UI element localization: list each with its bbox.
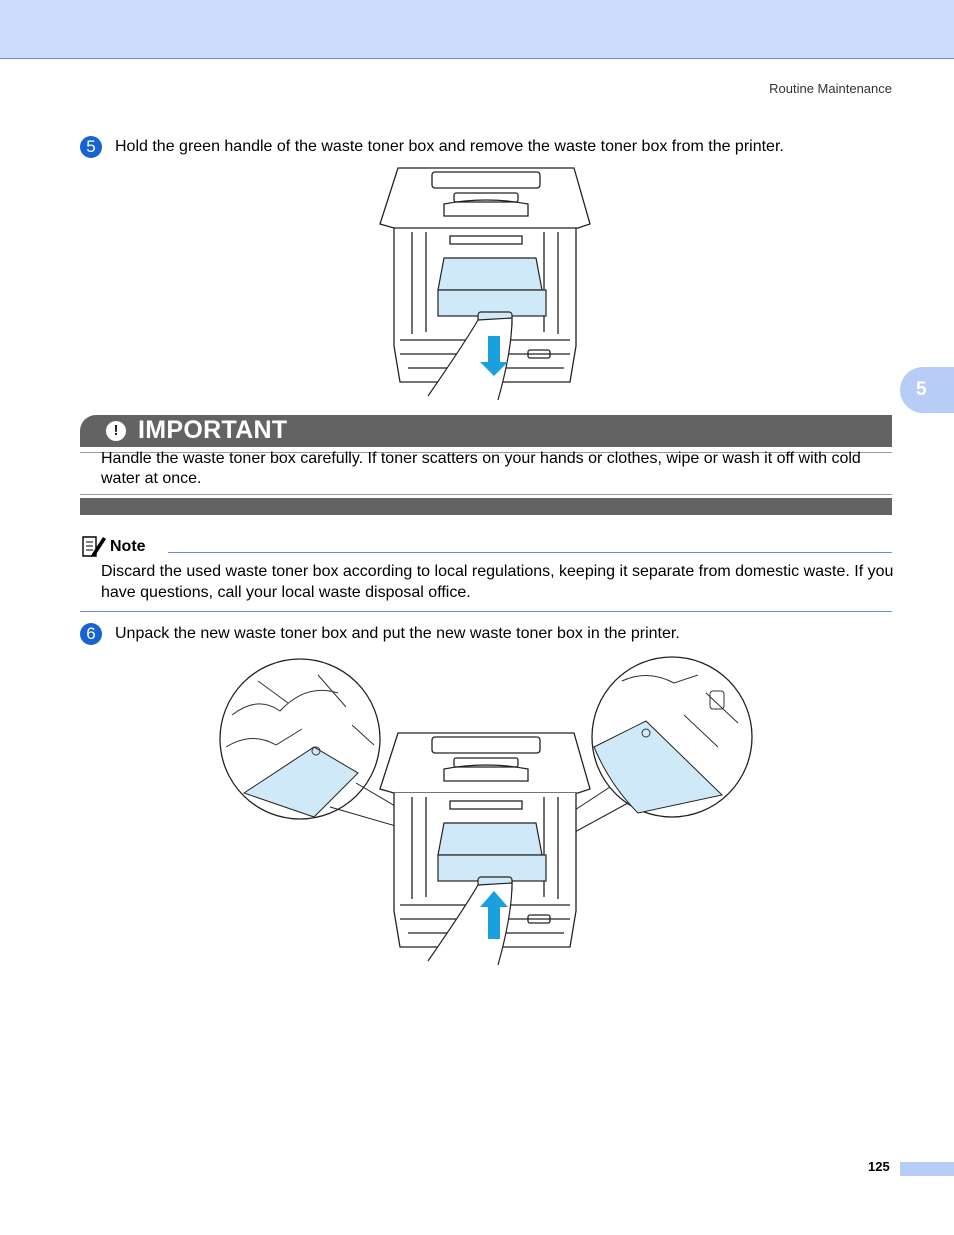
note-text: Discard the used waste toner box according to local regulations, keeping it separate from domestic waste. If you have questions, call your local waste disposal office. bbox=[101, 563, 894, 601]
page-tab bbox=[900, 1162, 954, 1176]
step-text: Unpack the new waste toner box and put the new waste toner box in the printer. bbox=[115, 625, 680, 642]
note-title: Note bbox=[110, 538, 146, 555]
step-number-badge: 5 bbox=[80, 136, 102, 158]
step-6 bbox=[80, 623, 680, 645]
chapter-tab[interactable]: 5 bbox=[900, 367, 954, 413]
note-rule bbox=[168, 552, 892, 553]
header-band bbox=[0, 0, 954, 59]
step-text: Hold the green handle of the waste toner box and remove the waste toner box from the printer. bbox=[115, 138, 784, 155]
step-5 bbox=[80, 136, 784, 158]
note-rule-bottom bbox=[80, 611, 892, 612]
divider bbox=[80, 494, 892, 495]
right-detail-callout bbox=[552, 657, 752, 839]
important-text: Handle the waste toner box carefully. If toner scatters on your hands or clothes, wipe or wash it off with cold water at once. bbox=[101, 450, 861, 487]
waste-toner-box bbox=[438, 258, 546, 328]
important-header bbox=[80, 415, 892, 447]
page-number: 125 bbox=[868, 1159, 890, 1174]
printer-install-figure bbox=[218, 655, 754, 965]
printer-remove-figure bbox=[378, 164, 594, 400]
important-title: IMPORTANT bbox=[138, 416, 288, 444]
important-footer bbox=[80, 498, 892, 515]
toner-box-body bbox=[438, 258, 542, 290]
running-header: Routine Maintenance bbox=[769, 81, 892, 96]
exclamation-icon: ! bbox=[106, 421, 126, 441]
note-pencil-icon bbox=[81, 533, 107, 559]
step-number-badge: 6 bbox=[80, 623, 102, 645]
